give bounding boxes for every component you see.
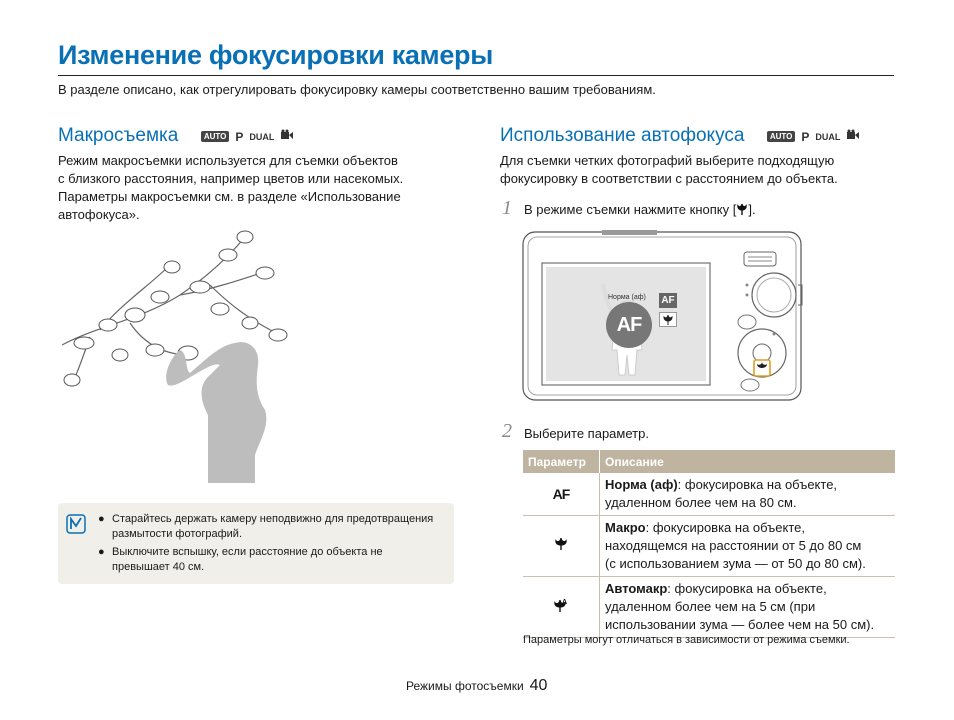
table-row bbox=[523, 473, 895, 516]
macro-heading-row bbox=[58, 125, 294, 147]
macro-description bbox=[58, 152, 458, 224]
mode-icons bbox=[201, 128, 295, 146]
tip-item: ● Выключите вспышку, если расстояние до объекта не превышает 40 см. bbox=[98, 545, 448, 575]
option-name: Макро bbox=[605, 520, 646, 535]
movie-icon bbox=[280, 128, 294, 146]
auto-mode-icon: AUTO bbox=[201, 131, 230, 142]
tip-line: Выключите вспышку, если расстояние до объекта не bbox=[112, 546, 383, 558]
title-divider bbox=[58, 75, 894, 76]
table-header-row bbox=[523, 450, 895, 473]
step-1-text bbox=[524, 202, 756, 219]
step-text: В режиме съемки нажмите кнопку [ bbox=[524, 202, 737, 217]
option-desc: удаленном более чем на 5 см (при bbox=[605, 599, 816, 614]
table-row bbox=[523, 516, 895, 577]
svg-text:A: A bbox=[562, 598, 568, 606]
page-footer bbox=[406, 677, 547, 695]
af-icon: AF bbox=[552, 485, 570, 502]
option-desc: находящемся на расстоянии от 5 до 80 см bbox=[605, 538, 862, 553]
page-number: 40 bbox=[529, 677, 548, 694]
option-desc: : фокусировка на объекте, bbox=[645, 520, 805, 535]
macro-heading: Макросъемка bbox=[58, 125, 179, 146]
footnote: Параметры могут отличаться в зависимости от режима съемки. bbox=[523, 634, 850, 646]
movie-icon bbox=[846, 128, 860, 146]
mode-icons bbox=[767, 128, 861, 146]
text-line: автофокуса». bbox=[58, 207, 140, 222]
option-name: Норма (аф) bbox=[605, 477, 678, 492]
program-mode-icon: P bbox=[801, 129, 810, 144]
step-number: 2 bbox=[502, 420, 512, 442]
note-icon bbox=[66, 514, 86, 539]
auto-mode-icon: AUTO bbox=[767, 131, 796, 142]
dual-is-mode-icon: DUAL bbox=[249, 131, 275, 142]
af-mode-label: Норма (аф) bbox=[608, 294, 646, 301]
macro-menu-option bbox=[659, 312, 677, 327]
option-desc: (с использованием зума — от 50 до 80 см). bbox=[605, 556, 866, 571]
autofocus-description bbox=[500, 152, 900, 188]
af-menu-option: AF bbox=[659, 293, 677, 308]
text-line: Параметры макросъемки см. в разделе «Использование bbox=[58, 189, 401, 204]
step-2-text: Выберите параметр. bbox=[524, 426, 649, 441]
af-normal-icon bbox=[523, 473, 600, 516]
text-line: фокусировку в соответствии с расстоянием до объекта. bbox=[500, 171, 838, 186]
auto-macro-icon bbox=[523, 577, 600, 638]
program-mode-icon: P bbox=[235, 129, 244, 144]
macro-illustration bbox=[60, 225, 300, 483]
page-title: Изменение фокусировки камеры bbox=[58, 40, 493, 70]
text-line: Для съемки четких фотографий выберите подходящую bbox=[500, 153, 835, 168]
tip-item: ● Старайтесь держать камеру неподвижно для предотвращения размытости фотографий. bbox=[98, 512, 448, 542]
option-desc: : фокусировка на объекте, bbox=[667, 581, 827, 596]
table-cell bbox=[600, 473, 896, 516]
tip-line: размытости фотографий. bbox=[112, 528, 242, 540]
tip-line: Старайтесь держать камеру неподвижно для предотвращения bbox=[112, 513, 434, 525]
af-indicator: AF bbox=[606, 302, 652, 348]
macro-icon bbox=[523, 516, 600, 577]
intro-text: В разделе описано, как отрегулировать фокусировку камеры соответственно вашим требованиям. bbox=[58, 82, 656, 97]
text-line: с близкого расстояния, например цветов или насекомых. bbox=[58, 171, 404, 186]
tip-line: превышает 40 см. bbox=[112, 561, 205, 573]
dual-is-mode-icon: DUAL bbox=[815, 131, 841, 142]
step-text: ]. bbox=[748, 202, 756, 217]
column-header: Параметр bbox=[523, 450, 600, 473]
macro-button-icon bbox=[736, 203, 748, 219]
autofocus-heading-row bbox=[500, 125, 860, 147]
option-name: Автомакр bbox=[605, 581, 668, 596]
table-row bbox=[523, 577, 895, 638]
camera-back-illustration bbox=[522, 230, 802, 402]
column-header: Описание bbox=[600, 450, 896, 473]
footer-section: Режимы фотосъемки bbox=[406, 679, 524, 693]
option-desc: : фокусировка на объекте, bbox=[677, 477, 838, 492]
step-number: 1 bbox=[502, 197, 512, 219]
text-line: Режим макросъемки используется для съемки объектов bbox=[58, 153, 398, 168]
table-cell bbox=[600, 577, 896, 638]
option-desc: использовании зума — более чем на 50 см). bbox=[605, 617, 875, 632]
autofocus-heading: Использование автофокуса bbox=[500, 125, 745, 146]
option-desc: удаленном более чем на 80 см. bbox=[605, 495, 797, 510]
table-cell bbox=[600, 516, 896, 577]
focus-options-table bbox=[523, 450, 895, 638]
